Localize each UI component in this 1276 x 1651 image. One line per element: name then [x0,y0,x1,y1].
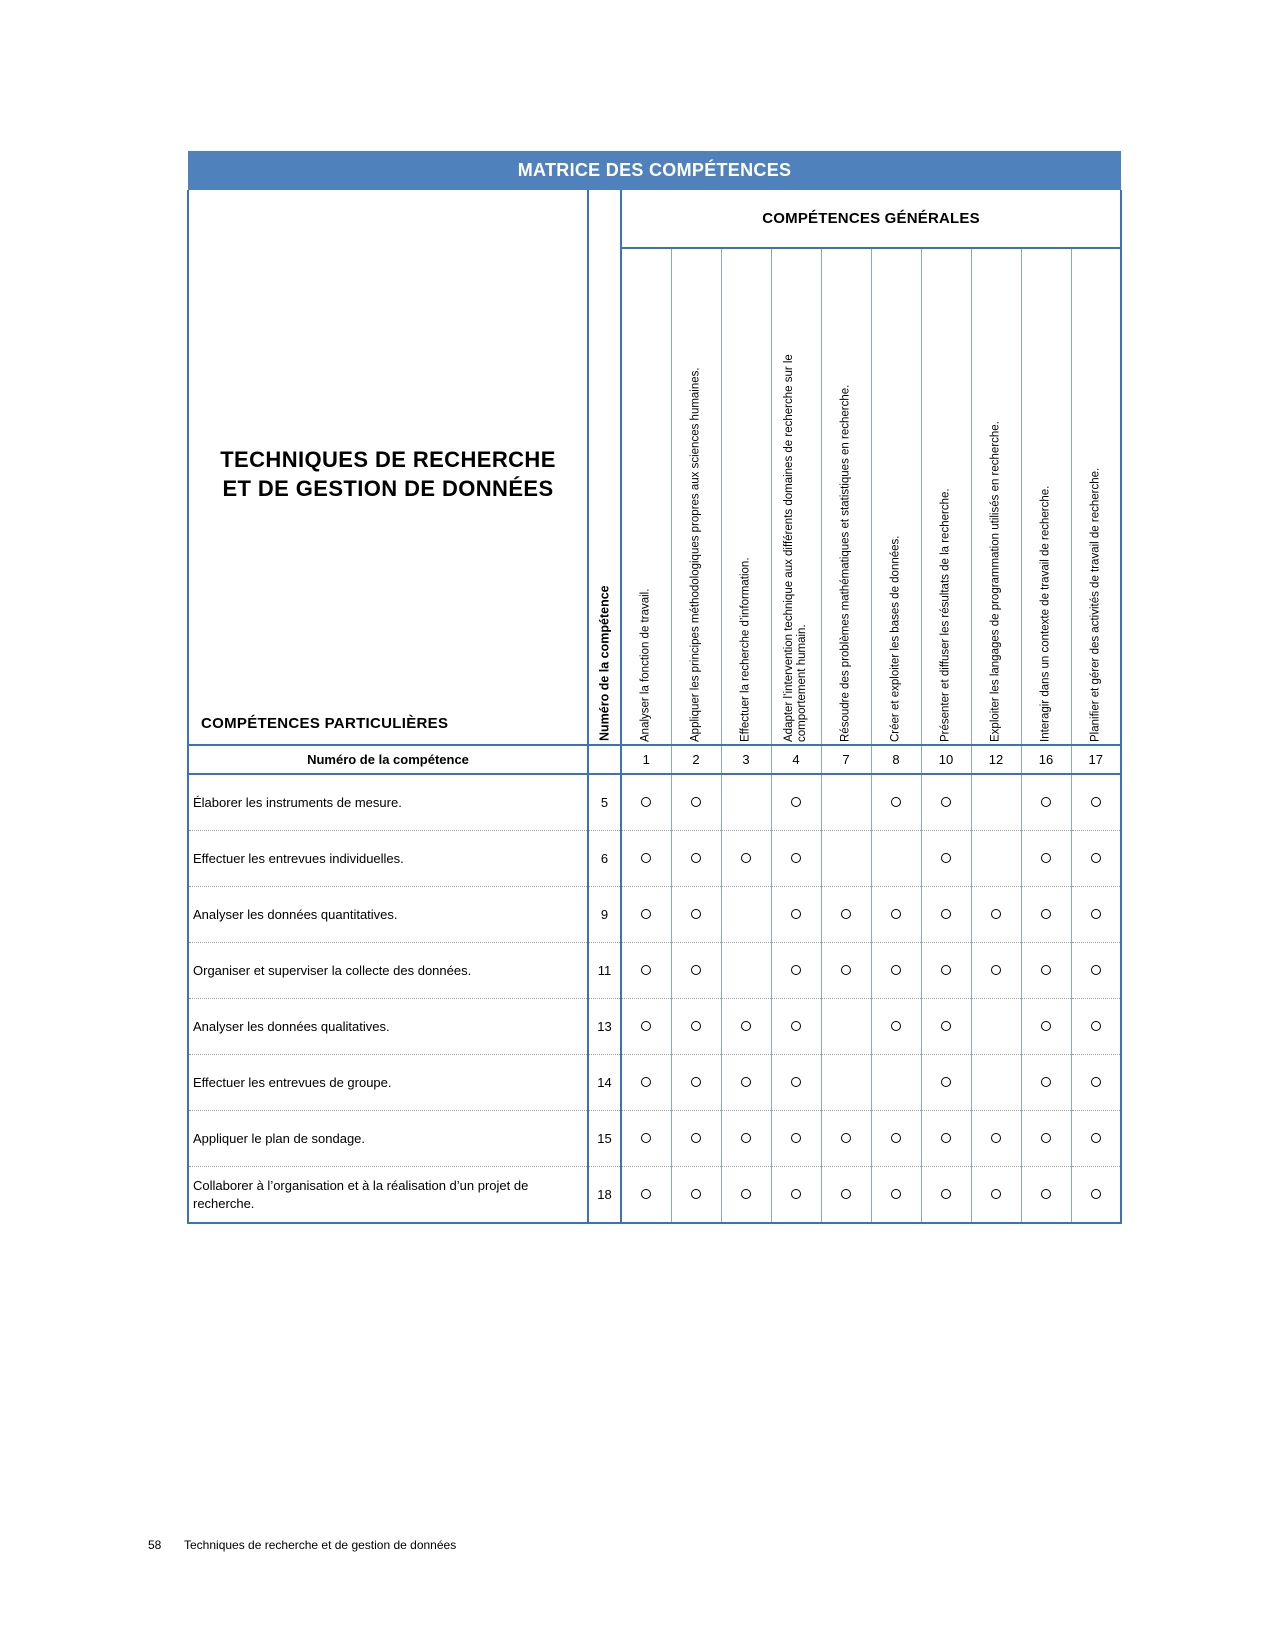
circle-icon [641,1021,651,1031]
matrix-cell [1021,943,1071,999]
table-row [188,943,1121,999]
general-competency-header-7 [821,248,871,745]
general-competency-label-line: Interagir dans un contexte de travail de recherche. [1039,485,1052,742]
circle-icon [741,853,751,863]
circle-icon [991,909,1001,919]
matrix-cell [721,1167,771,1224]
matrix-cell [1071,1055,1121,1111]
general-competency-number: 8 [871,745,921,774]
circle-icon [1091,965,1101,975]
matrix-cell [621,831,671,887]
table-row [188,1111,1121,1167]
particular-competency-number: 15 [588,1111,621,1167]
circle-icon [1091,853,1101,863]
general-competency-label [740,557,753,742]
general-competency-number: 4 [771,745,821,774]
general-competency-label-line: Planifier et gérer des activités de travail de recherche. [1089,467,1102,742]
general-competency-label [640,589,653,742]
matrix-cell [771,887,821,943]
matrix-cell [921,943,971,999]
particular-competency-number: 5 [588,774,621,831]
circle-icon [1091,1077,1101,1087]
matrix-cell [671,943,721,999]
matrix-cell [621,1055,671,1111]
general-competency-label-line: Appliquer les principes méthodologiques propres aux sciences humaines. [689,367,702,742]
program-title-line-2: ET DE GESTION DE DONNÉES [222,476,554,501]
circle-icon [691,1189,701,1199]
circle-icon [691,797,701,807]
matrix-cell [971,774,1021,831]
table-row [188,831,1121,887]
matrix-cell [1021,999,1071,1055]
circle-icon [641,965,651,975]
circle-icon [941,965,951,975]
circle-icon [641,853,651,863]
matrix-cell [821,887,871,943]
matrix-cell [721,999,771,1055]
circle-icon [1041,965,1051,975]
circle-icon [791,1133,801,1143]
matrix-cell [921,831,971,887]
matrix-cell [671,1167,721,1224]
circle-icon [941,1133,951,1143]
matrix-cell [621,943,671,999]
general-competency-header-8 [871,248,921,745]
table-row [188,774,1121,831]
matrix-cell [1071,831,1121,887]
circle-icon [691,1021,701,1031]
circle-icon [1091,1021,1101,1031]
matrix-cell [621,1167,671,1224]
matrix-cell [871,999,921,1055]
circle-icon [691,1077,701,1087]
matrix-cell [1021,831,1071,887]
circle-icon [941,1077,951,1087]
general-competencies-header: COMPÉTENCES GÉNÉRALES [621,190,1121,248]
general-competency-header-1 [621,248,671,745]
particular-competency-label: Élaborer les instruments de mesure. [188,774,588,831]
general-competency-label [1089,468,1102,742]
circle-icon [741,1077,751,1087]
general-competency-number: 2 [671,745,721,774]
general-competency-label [990,421,1003,742]
matrix-cell [771,774,821,831]
footer-text: Techniques de recherche et de gestion de données [184,1538,457,1552]
matrix-cell [1071,887,1121,943]
circle-icon [891,797,901,807]
circle-icon [891,1021,901,1031]
matrix-cell [821,831,871,887]
circle-icon [691,909,701,919]
matrix-cell [1071,1111,1121,1167]
general-competency-label-line: Analyser la fonction de travail. [639,588,652,742]
circle-icon [941,909,951,919]
matrix-cell [771,831,821,887]
matrix-cell [771,943,821,999]
matrix-cell [871,1111,921,1167]
matrix-cell [871,887,921,943]
matrix-title: MATRICE DES COMPÉTENCES [188,151,1121,190]
circle-icon [691,1133,701,1143]
circle-icon [741,1189,751,1199]
matrix-cell [721,887,771,943]
general-competency-number: 10 [921,745,971,774]
general-competency-header-12 [971,248,1021,745]
matrix-cell [1021,887,1071,943]
circle-icon [791,1189,801,1199]
matrix-cell [971,1167,1021,1224]
particular-competency-number: 11 [588,943,621,999]
circle-icon [1041,797,1051,807]
particular-competency-label: Effectuer les entrevues individuelles. [188,831,588,887]
general-competency-label-line: Présenter et diffuser les résultats de la recherche. [939,488,952,742]
particular-competency-number: 14 [588,1055,621,1111]
program-title-cell [188,190,588,745]
number-row-empty [588,745,621,774]
circle-icon [891,1189,901,1199]
circle-icon [991,1133,1001,1143]
matrix-cell [821,1055,871,1111]
matrix-cell [671,999,721,1055]
circle-icon [991,965,1001,975]
matrix-table [187,151,1122,1224]
matrix-cell [671,887,721,943]
circle-icon [641,797,651,807]
general-competency-label [690,367,703,742]
matrix-cell [1071,999,1121,1055]
matrix-cell [971,1111,1021,1167]
matrix-cell [771,1055,821,1111]
particular-competency-label: Appliquer le plan de sondage. [188,1111,588,1167]
circle-icon [891,909,901,919]
matrix-cell [921,999,971,1055]
competency-matrix [187,151,1120,1224]
general-competency-number: 17 [1071,745,1121,774]
number-row-label: Numéro de la compétence [188,745,588,774]
general-competency-label [940,488,953,742]
table-row [188,1167,1121,1224]
circle-icon [791,853,801,863]
general-competency-number: 12 [971,745,1021,774]
particular-competency-label: Organiser et superviser la collecte des données. [188,943,588,999]
matrix-cell [971,943,1021,999]
circle-icon [841,909,851,919]
matrix-cell [1071,1167,1121,1224]
matrix-cell [871,1055,921,1111]
circle-icon [691,853,701,863]
general-competency-number: 1 [621,745,671,774]
matrix-cell [921,887,971,943]
general-competency-label-line: comportement humain. [796,624,808,742]
general-competency-number: 3 [721,745,771,774]
matrix-cell [721,1111,771,1167]
particular-competencies-label: COMPÉTENCES PARTICULIÈRES [201,715,449,732]
general-competency-header-2 [671,248,721,745]
general-competency-label-line: Résoudre des problèmes mathématiques et statistiques en recherche. [839,384,852,742]
general-competency-label-line: Effectuer la recherche d’information. [739,557,752,742]
circle-icon [1041,1021,1051,1031]
circle-icon [641,909,651,919]
matrix-cell [1021,1055,1071,1111]
circle-icon [991,1189,1001,1199]
circle-icon [1091,1189,1101,1199]
circle-icon [841,1133,851,1143]
circle-icon [1041,853,1051,863]
general-competency-label [890,536,903,742]
general-competency-header-10 [921,248,971,745]
general-competency-label-line: Créer et exploiter les bases de données. [889,535,902,742]
circle-icon [941,1021,951,1031]
general-competency-label-line: Adapter l’intervention technique aux différents domaines de recherche sur le [783,354,795,742]
circle-icon [641,1133,651,1143]
circle-icon [691,965,701,975]
general-competency-header-3 [721,248,771,745]
matrix-cell [621,999,671,1055]
matrix-cell [771,999,821,1055]
circle-icon [791,965,801,975]
matrix-cell [971,831,1021,887]
circle-icon [641,1189,651,1199]
matrix-cell [821,943,871,999]
particular-competency-number: 13 [588,999,621,1055]
matrix-cell [1071,943,1121,999]
matrix-cell [771,1167,821,1224]
matrix-cell [871,943,921,999]
matrix-cell [921,774,971,831]
general-competency-header-16 [1021,248,1071,745]
particular-competency-number: 6 [588,831,621,887]
particular-competency-label: Analyser les données qualitatives. [188,999,588,1055]
matrix-cell [871,774,921,831]
matrix-cell [871,1167,921,1224]
page-footer [148,1538,456,1552]
matrix-cell [671,1111,721,1167]
matrix-cell [821,1167,871,1224]
matrix-cell [721,831,771,887]
general-competency-label [1040,486,1053,742]
matrix-cell [821,1111,871,1167]
general-competency-label [783,354,809,742]
circle-icon [1041,1077,1051,1087]
circle-icon [791,909,801,919]
matrix-cell [1021,1167,1071,1224]
matrix-cell [871,831,921,887]
circle-icon [1041,1133,1051,1143]
table-row [188,999,1121,1055]
circle-icon [791,797,801,807]
matrix-cell [1021,774,1071,831]
circle-icon [891,965,901,975]
matrix-cell [921,1167,971,1224]
matrix-cell [671,831,721,887]
circle-icon [1091,1133,1101,1143]
circle-icon [741,1021,751,1031]
page-number: 58 [148,1538,162,1552]
general-competency-number: 16 [1021,745,1071,774]
circle-icon [941,797,951,807]
circle-icon [891,1133,901,1143]
circle-icon [741,1133,751,1143]
matrix-cell [971,1055,1021,1111]
circle-icon [941,1189,951,1199]
matrix-cell [921,1055,971,1111]
program-title [189,445,587,503]
matrix-cell [771,1111,821,1167]
matrix-cell [971,999,1021,1055]
general-competency-number: 7 [821,745,871,774]
matrix-cell [721,943,771,999]
particular-competency-number: 9 [588,887,621,943]
program-title-line-1: TECHNIQUES DE RECHERCHE [220,447,556,472]
general-competency-label [840,385,853,742]
circle-icon [841,965,851,975]
circle-icon [1041,1189,1051,1199]
vertical-number-cell [588,190,621,745]
vertical-number-label: Numéro de la compétence [597,585,611,741]
matrix-cell [671,1055,721,1111]
matrix-cell [821,999,871,1055]
matrix-cell [971,887,1021,943]
matrix-cell [721,1055,771,1111]
matrix-cell [1071,774,1121,831]
particular-competency-label: Effectuer les entrevues de groupe. [188,1055,588,1111]
circle-icon [1091,797,1101,807]
matrix-cell [921,1111,971,1167]
table-row [188,1055,1121,1111]
circle-icon [841,1189,851,1199]
matrix-cell [721,774,771,831]
general-competency-header-17 [1071,248,1121,745]
particular-competency-number: 18 [588,1167,621,1224]
circle-icon [1041,909,1051,919]
general-competency-header-4 [771,248,821,745]
general-competency-label-line: Exploiter les langages de programmation utilisés en recherche. [989,421,1002,742]
matrix-cell [621,1111,671,1167]
matrix-cell [1021,1111,1071,1167]
particular-competency-label: Collaborer à l’organisation et à la réalisation d’un projet de recherche. [188,1167,588,1224]
circle-icon [641,1077,651,1087]
table-row [188,887,1121,943]
matrix-cell [621,887,671,943]
circle-icon [1091,909,1101,919]
matrix-cell [671,774,721,831]
matrix-cell [621,774,671,831]
matrix-cell [821,774,871,831]
particular-competency-label: Analyser les données quantitatives. [188,887,588,943]
circle-icon [791,1077,801,1087]
circle-icon [791,1021,801,1031]
circle-icon [941,853,951,863]
